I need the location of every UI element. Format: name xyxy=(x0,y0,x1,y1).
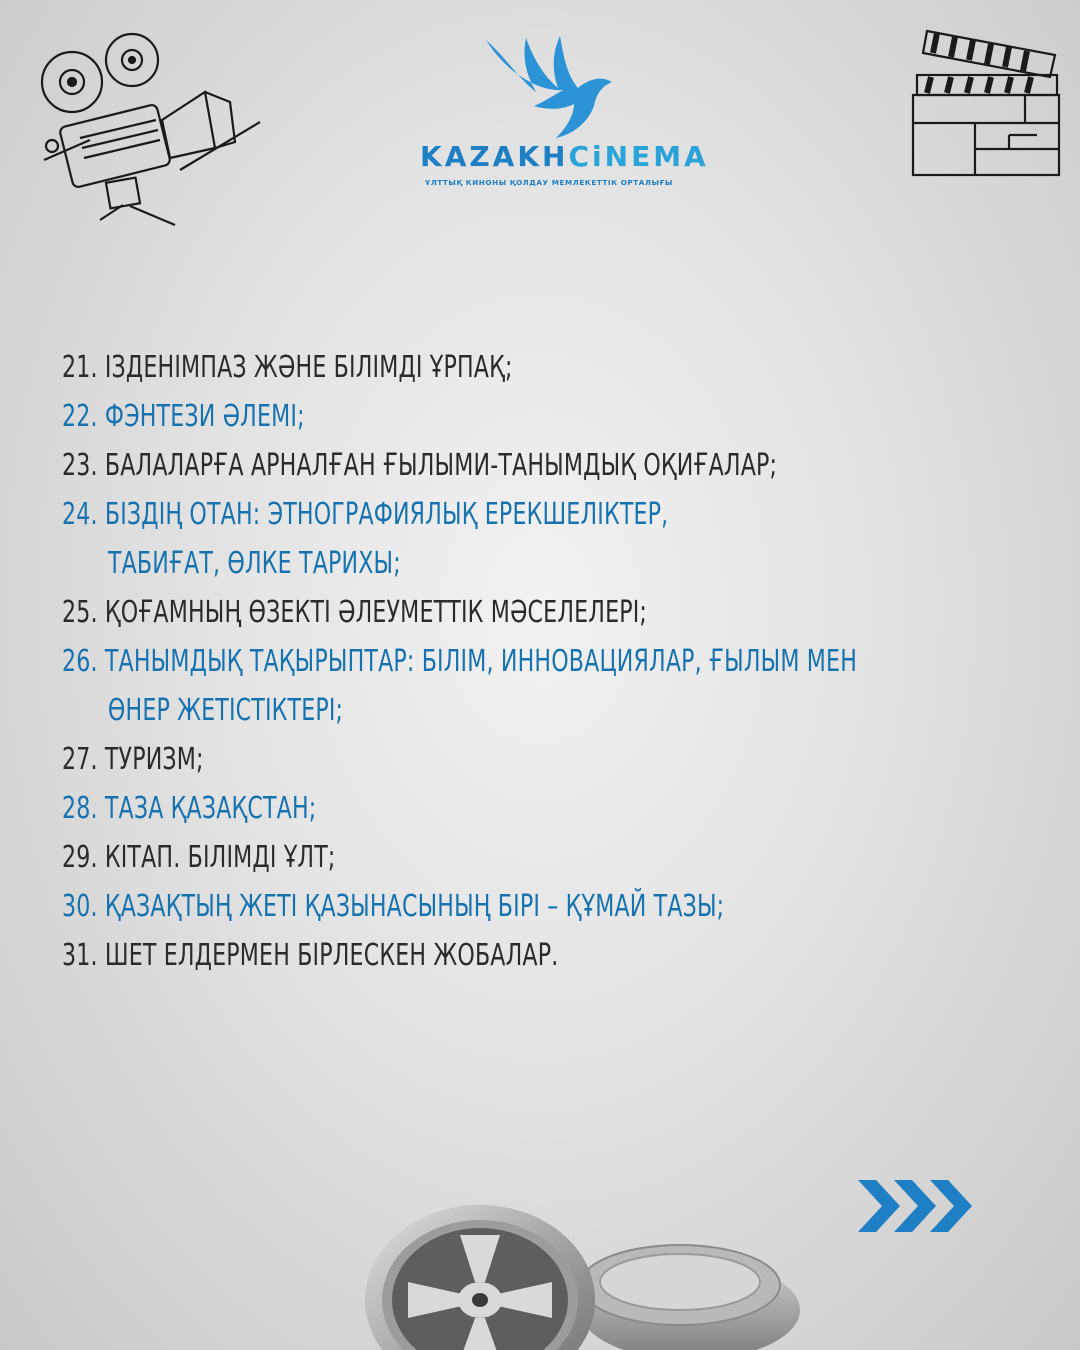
film-reel-icon xyxy=(330,1190,800,1350)
list-item-22: 22. ФЭНТЕЗИ ӘЛЕМІ; xyxy=(62,399,305,434)
logo-word-cinema: CiNEMA xyxy=(568,140,709,173)
list-item-26: 26. ТАНЫМДЫҚ ТАҚЫРЫПТАР: БІЛІМ, ИННОВАЦИЯЛАР, ҒЫЛЫМ МЕН xyxy=(62,644,858,679)
logo-wordmark xyxy=(420,140,709,173)
list-item-30: 30. ҚАЗАҚТЫҢ ЖЕТІ ҚАЗЫНАСЫНЫҢ БІРІ – ҚҰМАЙ ТАЗЫ; xyxy=(62,889,725,924)
list-item-24: 24. БІЗДІҢ ОТАН: ЭТНОГРАФИЯЛЫҚ ЕРЕКШЕЛІКТЕР, xyxy=(62,497,669,532)
list-item-26-continued: ӨНЕР ЖЕТІСТІКТЕРІ; xyxy=(107,693,344,728)
topic-list xyxy=(62,343,1042,980)
list-item-28: 28. ТАЗА ҚАЗАҚСТАН; xyxy=(62,791,317,826)
list-item-25: 25. ҚОҒАМНЫҢ ӨЗЕКТІ ӘЛЕУМЕТТІК МӘСЕЛЕЛЕРІ; xyxy=(62,595,648,630)
list-item-21: 21. ІЗДЕНІМПАЗ ЖӘНЕ БІЛІМДІ ҰРПАҚ; xyxy=(62,350,513,385)
logo-subtitle: ҰЛТТЫҚ КИНОНЫ ҚОЛДАУ МЕМЛЕКЕТТІК ОРТАЛЫҒЫ xyxy=(425,178,673,187)
list-item-24-continued: ТАБИҒАТ, ӨЛКЕ ТАРИХЫ; xyxy=(107,546,401,581)
eagle-logo-icon xyxy=(478,30,618,142)
next-arrows-icon[interactable] xyxy=(856,1176,978,1236)
list-item-29: 29. КІТАП. БІЛІМДІ ҰЛТ; xyxy=(62,840,336,875)
list-item-23: 23. БАЛАЛАРҒА АРНАЛҒАН ҒЫЛЫМИ-ТАНЫМДЫҚ ОҚИҒАЛАР; xyxy=(62,448,778,483)
clapperboard-icon xyxy=(905,25,1065,180)
list-item-31: 31. ШЕТ ЕЛДЕРМЕН БІРЛЕСКЕН ЖОБАЛАР. xyxy=(62,938,559,973)
logo-word-kazakh: KAZAKH xyxy=(420,140,569,173)
kazakhcinema-logo xyxy=(400,30,709,205)
movie-camera-icon xyxy=(30,20,270,240)
list-item-27: 27. ТУРИЗМ; xyxy=(62,742,204,777)
